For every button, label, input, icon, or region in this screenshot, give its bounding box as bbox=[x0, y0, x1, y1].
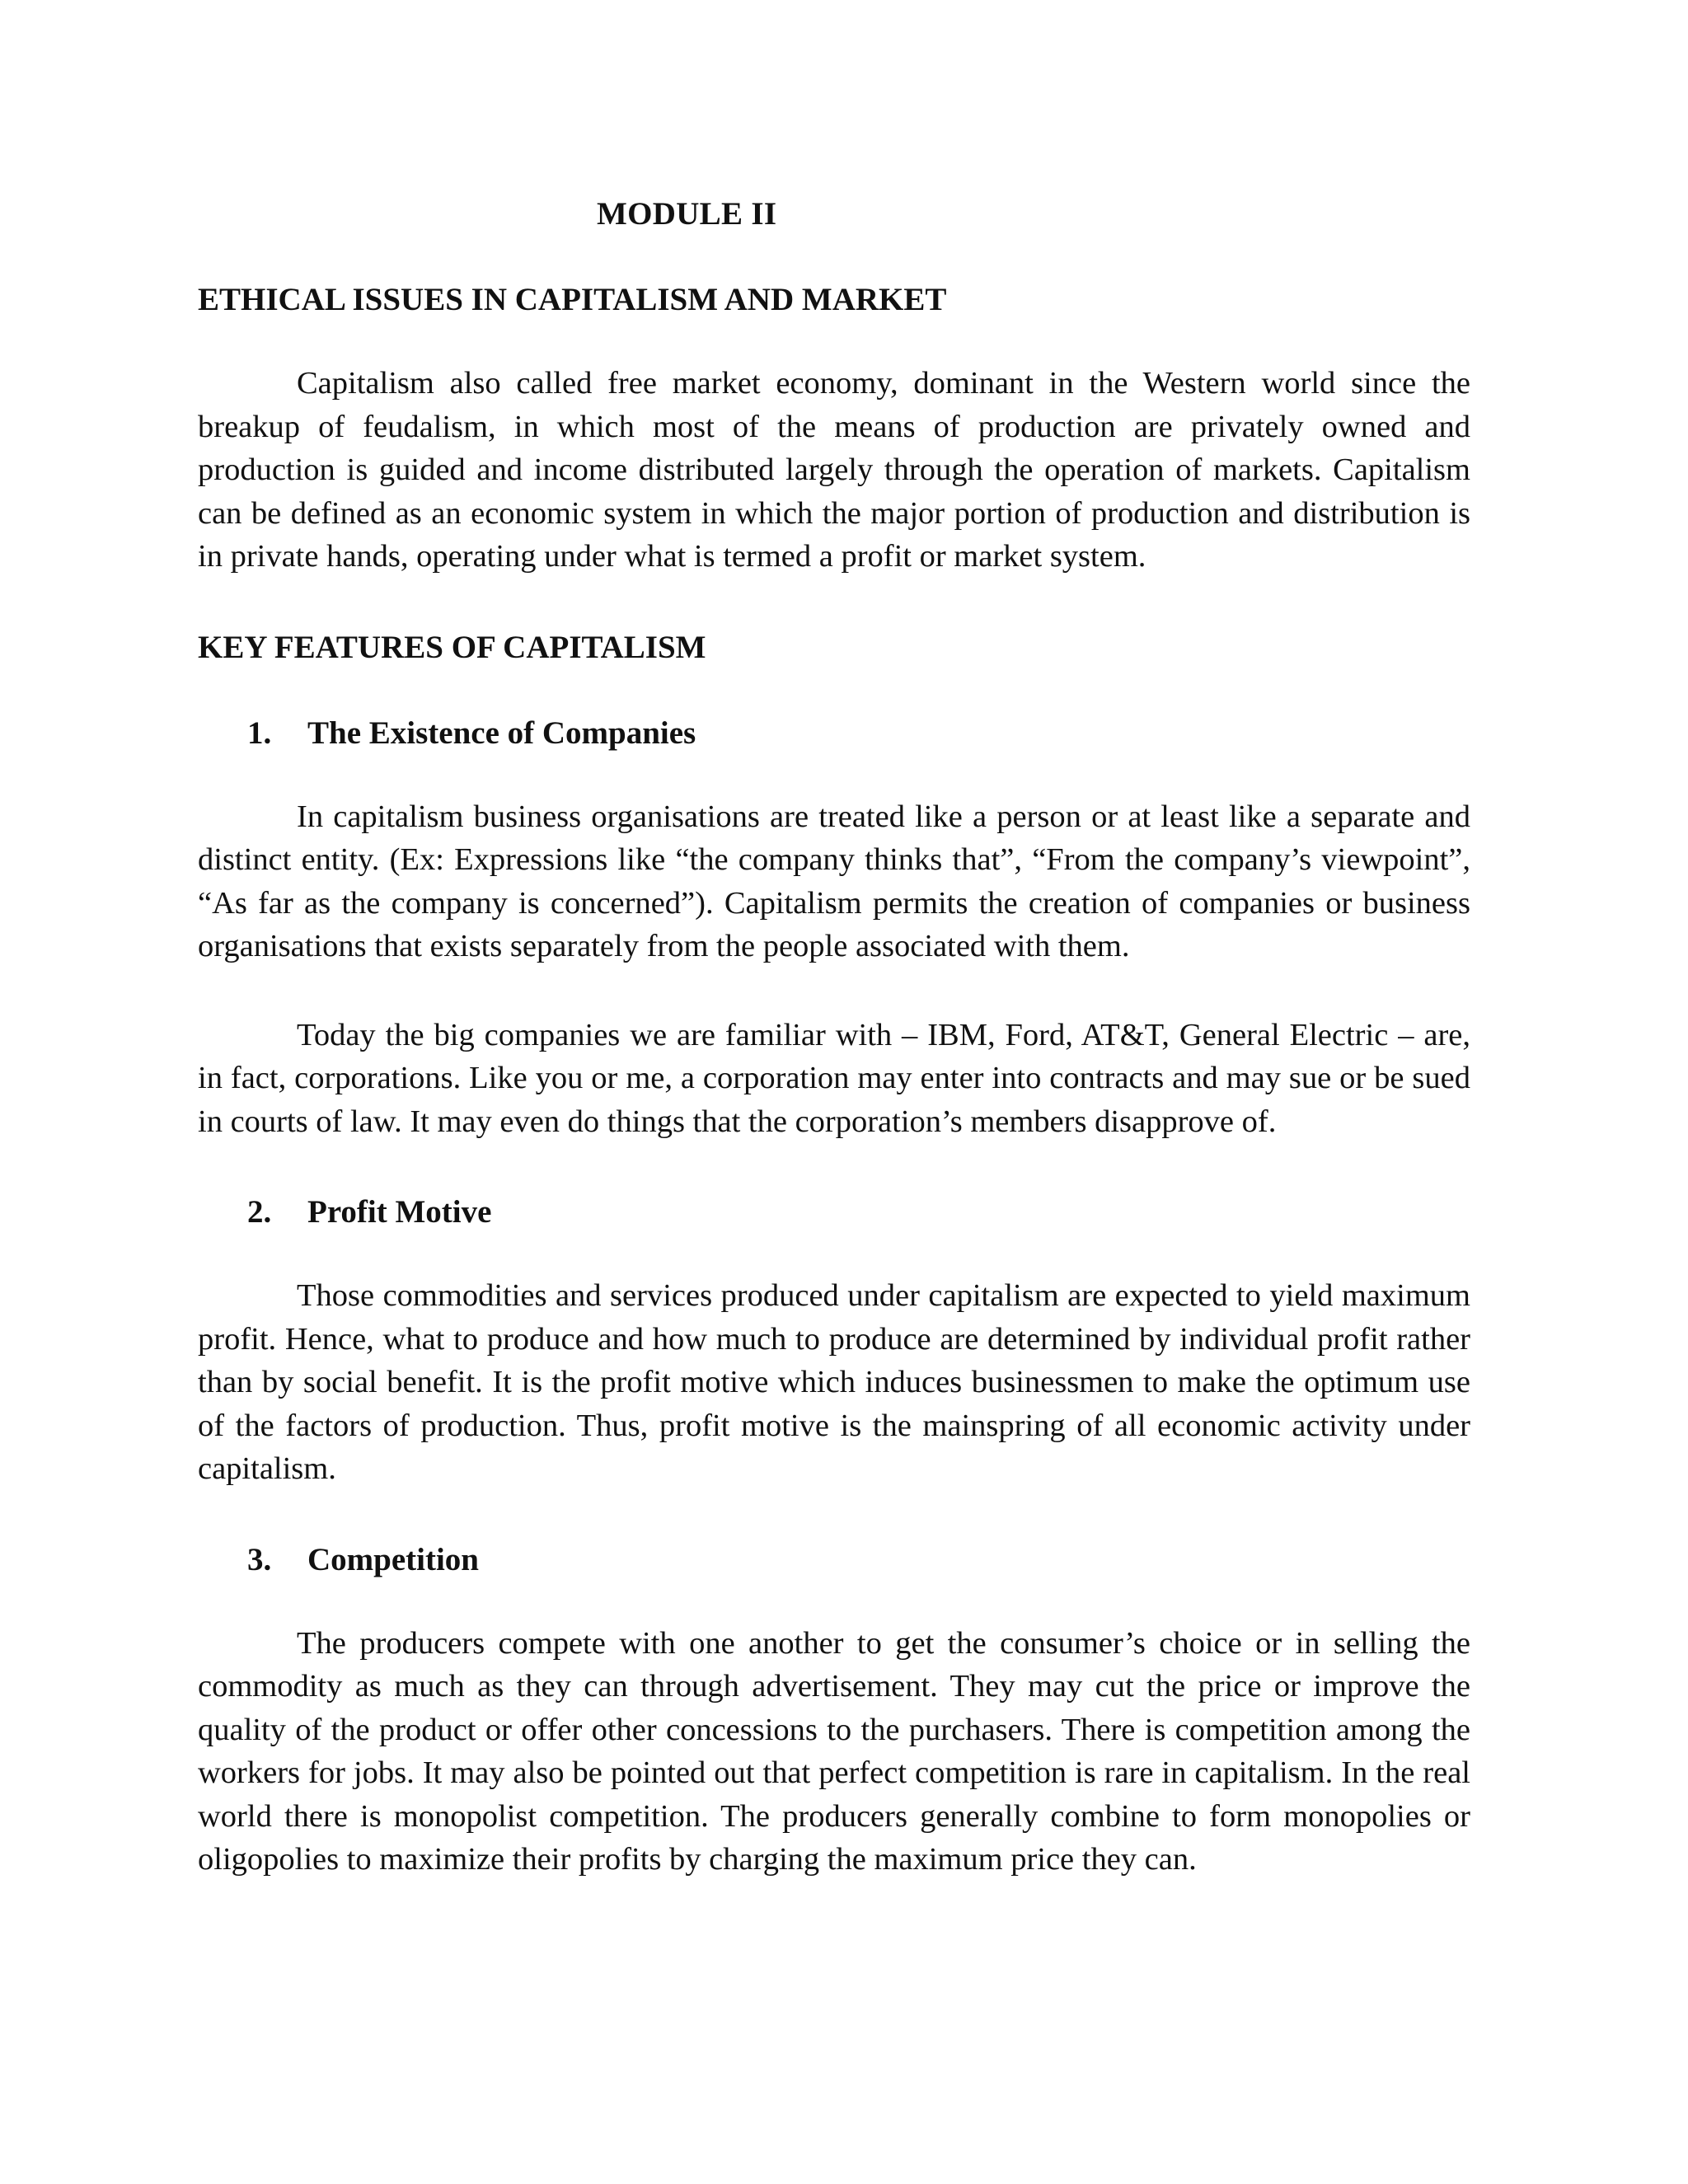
feature-title: Competition bbox=[307, 1541, 479, 1577]
feature-title: The Existence of Companies bbox=[307, 715, 696, 751]
intro-paragraph: Capitalism also called free market economy, dominant in the Western world since the breakup of feudalism, in which most of the means of production are privately owned and production is guided and income distributed largely through the operation of markets. Capitalism can be defined as an economic system in which the major portion of production and distribution is in private hands, operating under what is termed a profit or market system. bbox=[198, 366, 1470, 574]
feature-number: 3. bbox=[247, 1541, 272, 1577]
feature-number: 1. bbox=[247, 715, 272, 751]
section-heading-key-features: KEY FEATURES OF CAPITALISM bbox=[198, 629, 706, 665]
feature-title: Profit Motive bbox=[307, 1194, 492, 1230]
feature-paragraph: The producers compete with one another to get the consumer’s choice or in selling the commodity as much as they can through advertisement. They may cut the price or improve the quality of the product or offer other concessions to the purchasers. There is competition among the workers for jobs. It may also be pointed out that perfect competition is rare in capitalism. In the real world there is monopolist competition. The producers generally combine to form monopolies or oligopolies to maximize their profits by charging the maximum price they can. bbox=[198, 1625, 1470, 1877]
main-heading: ETHICAL ISSUES IN CAPITALISM AND MARKET bbox=[198, 282, 947, 317]
feature-heading-companies bbox=[198, 717, 1470, 750]
feature-paragraph: Today the big companies we are familiar with – IBM, Ford, AT&T, General Electric – are, in fact, corporations. Like you or me, a corporation may enter into contracts and may sue or be sued in courts of law. It may even do things that the corporation’s members disapprove of. bbox=[198, 1017, 1470, 1139]
module-title: MODULE II bbox=[597, 196, 777, 232]
feature-number: 2. bbox=[247, 1194, 272, 1230]
feature-heading-competition bbox=[198, 1541, 1470, 1577]
feature-heading-profit-motive bbox=[198, 1196, 1470, 1229]
feature-paragraph: In capitalism business organisations are treated like a person or at least like a separate and distinct entity. (Ex: Expressions like “the company thinks that”, “From the company’s viewpoint”, “As far as the company is concerned”). Capitalism permits the creation of companies or business organisations that exists separately from the people associated with them. bbox=[198, 799, 1470, 963]
feature-paragraph: Those commodities and services produced under capitalism are expected to yield maximum profit. Hence, what to produce and how much to produce are determined by individual profit rather than by social benefit. It is the profit motive which induces businessmen to make the optimum use of the factors of production. Thus, profit motive is the mainspring of all economic activity under capitalism. bbox=[198, 1278, 1470, 1486]
document-page bbox=[198, 198, 1470, 1882]
